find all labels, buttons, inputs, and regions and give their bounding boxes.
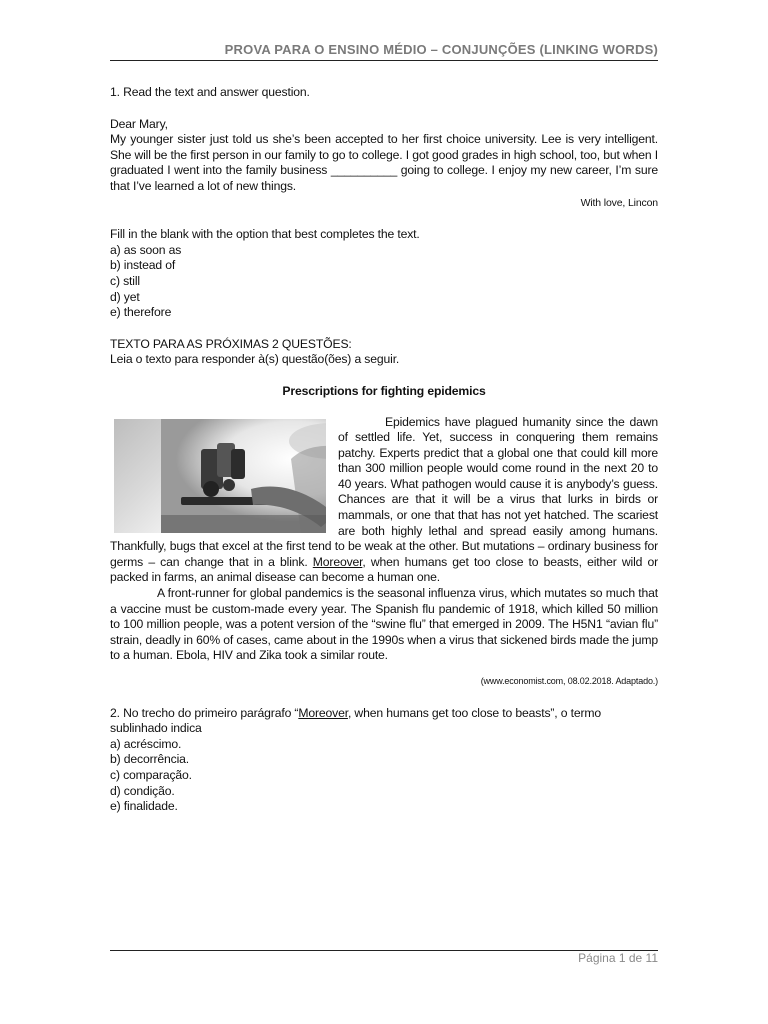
page-number: Página 1 de 11 bbox=[578, 951, 658, 965]
question-2-stem: 2. No trecho do primeiro parágrafo “Moreover, when humans get too close to beasts”, o termo sublinhado indica bbox=[110, 705, 602, 736]
question-2-option-c: c) comparação. bbox=[110, 767, 192, 782]
article-paragraph-2: A front-runner for global pandemics is the seasonal influenza virus, which mutates so much that a vaccine must be custom-made every year. The Spanish flu pandemic of 1918, which killed 50 million to 100 million people, was a potent version of the “swine flu” that emerged in 2009. The H5N1 “avian flu” strain, deadly in 60% of cases, came about in the 1990s when a virus that sickened birds made the jump to a human. Ebola, HIV and Zika took a similar route. bbox=[110, 586, 658, 663]
question-1-option-b: b) instead of bbox=[110, 258, 176, 273]
article-source: (www.economist.com, 08.02.2018. Adaptado.) bbox=[480, 676, 658, 686]
article-body bbox=[110, 415, 658, 665]
shared-text-instruction: Leia o texto para responder à(s) questão(ões) a seguir. bbox=[110, 352, 400, 367]
letter-signoff: With love, Lincon bbox=[580, 196, 658, 209]
question-2-underlined-term: Moreover bbox=[298, 705, 348, 720]
question-1-prompt: Fill in the blank with the option that best completes the text. bbox=[110, 227, 420, 242]
question-1-option-e: e) therefore bbox=[110, 305, 172, 320]
page-header: PROVA PARA O ENSINO MÉDIO – CONJUNÇÕES (LINKING WORDS) bbox=[110, 42, 658, 61]
microscope-photo bbox=[114, 419, 326, 533]
question-2-option-e: e) finalidade. bbox=[110, 799, 178, 814]
question-2-option-d: d) condição. bbox=[110, 783, 175, 798]
article-title: Prescriptions for fighting epidemics bbox=[282, 383, 486, 398]
letter-body: My younger sister just told us she’s been accepted to her first choice university. Lee is very intelligent. She will be the first person in our family to go to college. I got good grades in high school, too, but when I graduated I went into the family business __________ going to college. I enjoy my new career, I’m sure that I’ve learned a lot of new things. bbox=[110, 132, 658, 193]
article-paragraph-1: Epidemics have plagued humanity since the dawn of settled life. Yet, success in conquering them remains patchy. Experts predict that a global one that could kill more than 300 million people would come round in the next 20 to 40 years. What pathogen would cause it is anybody’s guess. Chances are that it will be a virus that lurks in birds or mammals, or one that that has not yet hatched. The scariest are both highly lethal and spread easily among humans. Thankfully, bugs that excel at the first tend to be weak at the other. But mutations – ordinary business for germs – can change that in a blink. Moreover, when humans get too close to beasts, either wild or packed in farms, an animal disease can become a human one. bbox=[110, 414, 658, 585]
letter-greeting: Dear Mary, bbox=[110, 116, 168, 131]
question-1-title: 1. Read the text and answer question. bbox=[110, 85, 310, 99]
question-2-option-a: a) acréscimo. bbox=[110, 736, 182, 751]
question-1-option-d: d) yet bbox=[110, 289, 140, 304]
page-content bbox=[110, 85, 658, 815]
question-1-option-c: c) still bbox=[110, 273, 140, 288]
underlined-term-moreover: Moreover bbox=[312, 554, 363, 569]
question-1-option-a: a) as soon as bbox=[110, 242, 182, 257]
question-2-option-b: b) decorrência. bbox=[110, 752, 190, 767]
shared-text-heading: TEXTO PARA AS PRÓXIMAS 2 QUESTÕES: bbox=[110, 336, 352, 351]
